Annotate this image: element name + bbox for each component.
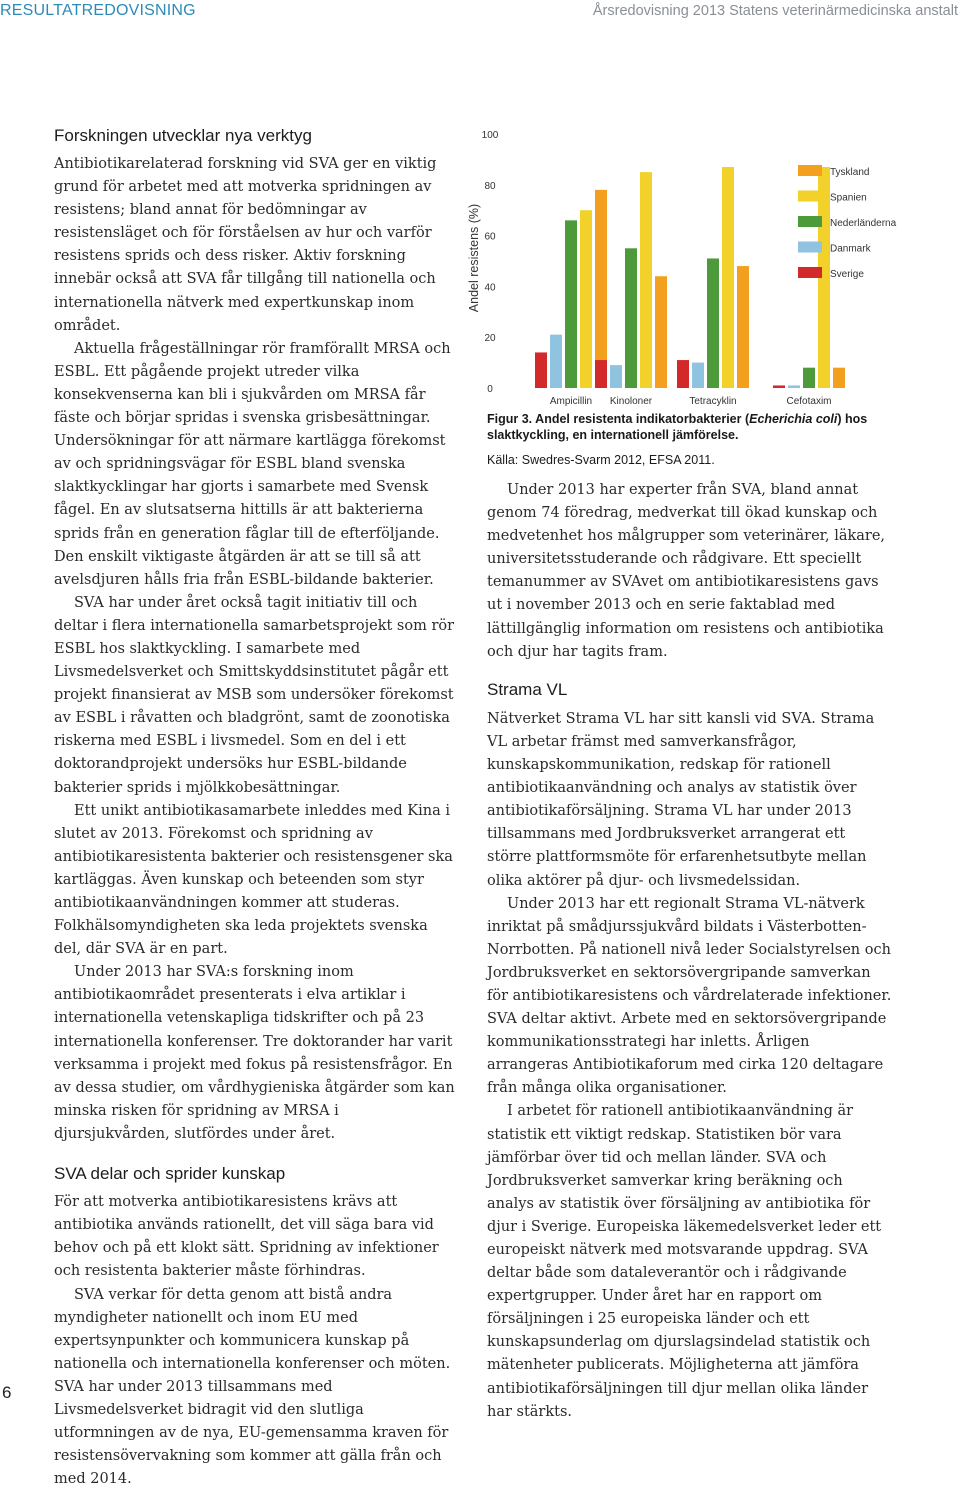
- heading-strama: Strama VL: [487, 678, 892, 701]
- y-tick-label: 20: [484, 333, 496, 344]
- legend-label: Tyskland: [830, 167, 869, 178]
- legend-swatch: [798, 216, 822, 227]
- x-tick-label: Ampicillin: [550, 396, 592, 407]
- figure-source: Källa: Swedres-Svarm 2012, EFSA 2011.: [487, 453, 715, 467]
- paragraph: För att motverka antibiotikaresistens krävs att antibiotika används rationellt, det vill säga bara vid behov och på ett klokt sätt. Spridning av infektioner och resistenta bakterier måste förhindras.: [54, 1191, 458, 1283]
- legend-swatch: [798, 267, 822, 278]
- page-number: 6: [2, 1383, 11, 1403]
- bar-ampicillin-sverige: [535, 352, 547, 388]
- y-tick-label: 60: [484, 232, 496, 243]
- resistance-bar-chart: [458, 118, 938, 410]
- paragraph: Under 2013 har experter från SVA, bland annat genom 74 föredrag, medverkat till ökad kunskap och medvetenhet hos målgrupper som veterinärer, läkare, universitetsstuderande och rådgivare. Ett speciellt temanummer av SVAvet om antibiotikaresistens gavs ut i november 2013 och en serie faktablad med lättillgänglig information om resistens och antibiotika och djur har tagits fram.: [487, 479, 892, 664]
- section-header: RESULTATREDOVISNING: [0, 2, 196, 20]
- x-tick-label: Kinoloner: [610, 396, 653, 407]
- legend-swatch: [798, 165, 822, 176]
- bar-ampicillin-danmark: [550, 335, 562, 388]
- y-tick-label: 100: [482, 130, 499, 141]
- legend-label: Sverige: [830, 269, 864, 280]
- left-column: [54, 153, 458, 1491]
- publication-header: Årsredovisning 2013 Statens veterinärmedicinska anstalt: [593, 3, 958, 19]
- bar-tetracyklin-tyskland: [737, 266, 749, 388]
- legend-swatch: [798, 242, 822, 253]
- y-axis-label: Andel resistens (%): [467, 204, 481, 312]
- figure-caption-end: ) hos slaktkyckling, en internationell jämförelse.: [487, 412, 867, 442]
- figure-caption: [487, 411, 887, 443]
- heading-knowledge: SVA delar och sprider kunskap: [54, 1162, 458, 1185]
- bar-tetracyklin-danmark: [692, 363, 704, 388]
- bar-ampicillin-spanien: [580, 210, 592, 388]
- bar-tetracyklin-spanien: [722, 167, 734, 388]
- figure-caption-italic: Echerichia coli: [749, 412, 837, 426]
- bar-kinoloner-nederländerna: [625, 248, 637, 388]
- legend-label: Danmark: [830, 244, 872, 255]
- paragraph: Under 2013 har ett regionalt Strama VL-nätverk inriktat på smådjurssjukvård bildats i Västerbotten-Norrbotten. På nationell nivå leder Socialstyrelsen och Jordbruksverket en sektorsövergripande samverkan för antibiotikaresistens och vårdrelaterade infektioner. SVA deltar aktivt. Arbete med en sektorsövergripande kommunikationsstrategi har inletts. Årligen arrangeras Antibiotikaforum med cirka 120 deltagare från många olika organisationer.: [487, 893, 892, 1101]
- bar-cefotaxim-danmark: [788, 385, 800, 388]
- paragraph: Under 2013 har SVA:s forskning inom antibiotikaområdet presenterats i elva artiklar i internationella vetenskapliga tidskrifter och på 23 internationella konferenser. Tre doktorander har varit verksamma i projekt med fokus på resistensfrågor. En av dessa studier, om vårdhygieniska åtgärder som kan minska risken för spridning av MRSA i djursjukvården, slutfördes under året.: [54, 961, 458, 1146]
- paragraph: SVA verkar för detta genom att bistå andra myndigheter nationellt och inom EU med expertsynpunkter och kommunicera kunskap på nationella och internationella konferenser och möten. SVA har under 2013 tillsammans med Livsmedelsverket bidragit vid den slutliga utformningen av de nya, EU-gemensamma kraven för resistensövervakning som kommer att gälla från och med 2014.: [54, 1284, 458, 1491]
- bar-ampicillin-nederländerna: [565, 220, 577, 388]
- paragraph: I arbetet för rationell antibiotikaanvändning är statistik ett viktigt redskap. Statistiken bör vara jämförbar över tid och mellan länder. SVA och Jordbruksverket samverkar kring beräkning och analys av statistik över försäljning av antibiotika för djur i Sverige. Europeiska läkemedelsverket leder ett europeiskt nätverk med motsvarande uppdrag. SVA deltar både som dataleverantör och i rådgivande expertgrupper. Under året har en rapport om försäljningen i 25 europeiska länder och ett kunskapsunderlag om djurslagsindelad statistik och mätenheter publicerats. Möjligheterna att jämföra antibiotikaförsäljningen till djur mellan olika länder har stärkts.: [487, 1100, 892, 1423]
- bar-tetracyklin-sverige: [677, 360, 689, 388]
- bar-kinoloner-sverige: [595, 360, 607, 388]
- legend-label: Spanien: [830, 193, 867, 204]
- bar-kinoloner-tyskland: [655, 276, 667, 388]
- y-tick-label: 0: [487, 384, 493, 395]
- bar-cefotaxim-tyskland: [833, 368, 845, 388]
- paragraph: SVA har under året också tagit initiativ till och deltar i flera internationella samarbetsprojekt som rör ESBL hos slaktkyckling. I samarbete med Livsmedelsverket och Smittskyddsinstitutet pågår ett projekt finansierat av MSB som undersöker förekomst av ESBL i råvatten och bladgrönt, samt de zoonotiska riskerna med ESBL i livsmedel. Som en del i ett doktorandprojekt undersöks hur ESBL-bildande bakterier sprids i mjölkkobesättningar.: [54, 592, 458, 800]
- bar-kinoloner-danmark: [610, 365, 622, 388]
- bar-kinoloner-spanien: [640, 172, 652, 388]
- right-column: [487, 479, 892, 1424]
- bar-tetracyklin-nederländerna: [707, 258, 719, 388]
- heading-research: Forskningen utvecklar nya verktyg: [54, 124, 312, 147]
- legend-swatch: [798, 191, 822, 202]
- y-tick-label: 80: [484, 181, 496, 192]
- paragraph: Ett unikt antibiotikasamarbete inleddes med Kina i slutet av 2013. Förekomst och spridning av antibiotikaresistenta bakterier och resistensgener ska kartläggas. Även kunskap och beteenden som styr antibiotikaanvändningen kommer att studeras. Folkhälsomyndigheten ska leda projektets svenska del, där SVA är en part.: [54, 800, 458, 962]
- paragraph: Aktuella frågeställningar rör framförallt MRSA och ESBL. Ett pågående projekt utreder vilka konsekvenserna kan bli i sjukvården om MRSA får fäste och börjar spridas i svenska grisbesättningar. Undersökningar för att närmare kartlägga förekomst av och spridningsvägar för ESBL bland svenska slaktkycklingar har gjorts i samarbete med Svensk fågel. En av slutsatserna hittills är att bakterierna sprids från en generation fåglar till de efterföljande. Den enskilt viktigaste åtgärden är att se till så att avelsdjuren hålls fria från ESBL-bildande bakterier.: [54, 338, 458, 592]
- figure-caption-label: Figur 3.: [487, 412, 532, 426]
- legend-label: Nederländerna: [830, 218, 897, 229]
- figure-caption-text: Andel resistenta indikatorbakterier (: [535, 412, 749, 426]
- paragraph: Nätverket Strama VL har sitt kansli vid SVA. Strama VL arbetar främst med samverkansfrågor, kunskapskommunikation, redskap för rationell antibiotikaanvändning och analys av statistik över antibiotikaförsäljning. Strama VL har under 2013 tillsammans med Jordbruksverket arrangerat ett större plattformsmöte för erfarenhetsutbyte mellan olika aktörer på djur- och livsmedelssidan.: [487, 708, 892, 893]
- x-tick-label: Cefotaxim: [786, 396, 831, 407]
- paragraph: Antibiotikarelaterad forskning vid SVA ger en viktig grund för arbetet med att motverka spridningen av resistens; bland annat för bedömningar av resistensläget och för förståelsen av hur och varför resistens sprids och dess risker. Aktiv forskning innebär också att SVA får tillgång till nationella och internationella nätverk med expertkunskap inom området.: [54, 153, 458, 338]
- bar-cefotaxim-nederländerna: [803, 368, 815, 388]
- bar-cefotaxim-sverige: [773, 385, 785, 388]
- y-tick-label: 40: [484, 282, 496, 293]
- bar-ampicillin-tyskland: [595, 190, 607, 388]
- x-tick-label: Tetracyklin: [689, 396, 736, 407]
